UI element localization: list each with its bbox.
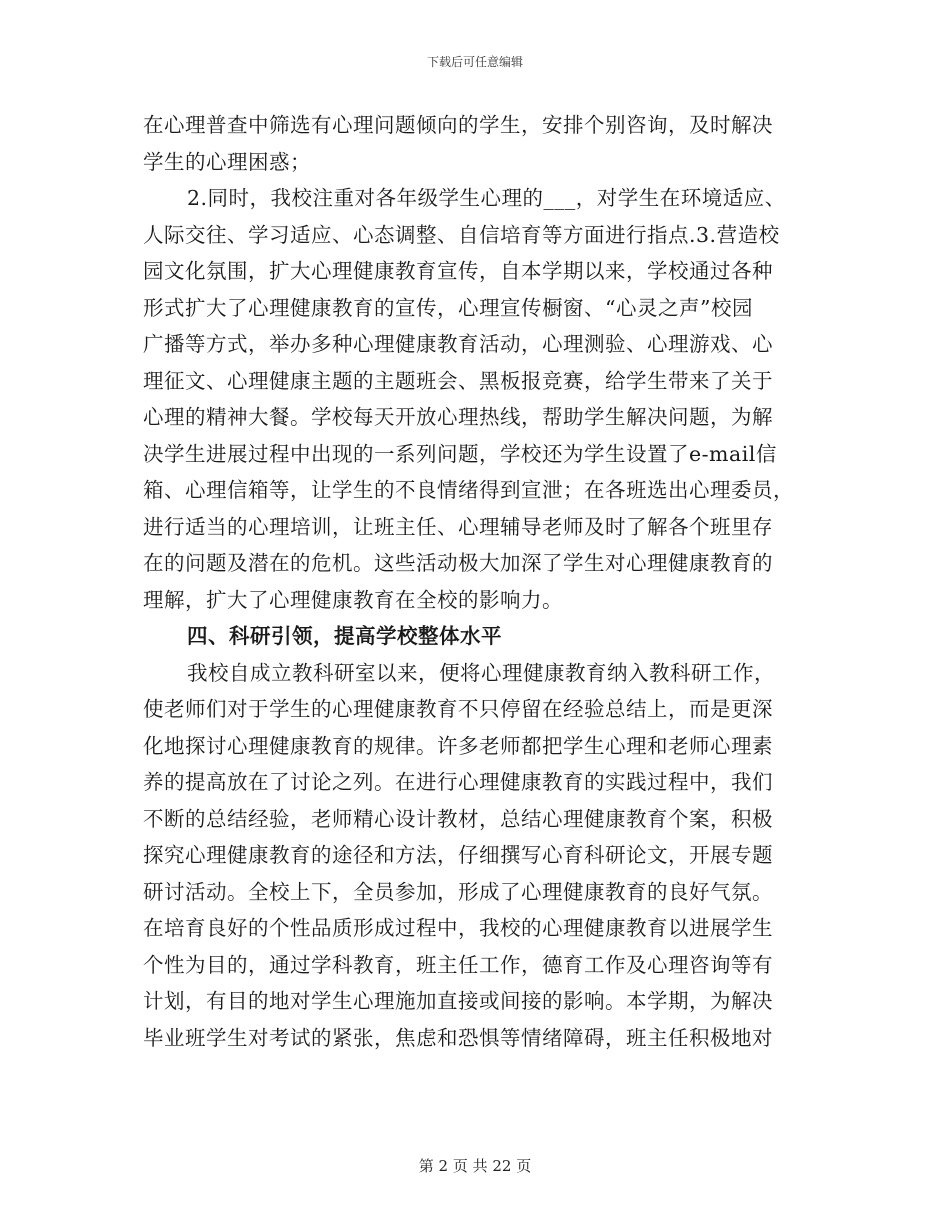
text-line: 个性为目的，通过学科教育，班主任工作，德育工作及心理咨询等有 [143,952,773,977]
text-line: 在心理普查中筛选有心理问题倾向的学生，安排个别咨询，及时解决 [143,113,773,137]
text-line: 进行适当的心理培训，让班主任、心理辅导老师及时了解各个班里存 [143,514,773,539]
document-body [143,107,803,1056]
text-line: 使老师们对于学生的心理健康教育不只停留在经验总结上，而是更深 [143,697,773,721]
text-line: 研讨活动。全校上下，全员参加，形成了心理健康教育的良好气氛。 [143,879,773,904]
text-line: 化地探讨心理健康教育的规律。许多老师都把学生心理和老师心理素 [143,733,773,758]
text-line: 我校自成立教科研室以来，便将心理健康教育纳入教科研工作， [187,660,775,685]
text-line: 心理的精神大餐。学校每天开放心理热线，帮助学生解决问题，为解 [143,405,773,429]
text-line: 2.同时，我校注重对各年级学生心理的___，对学生在环境适应、 [187,186,786,210]
text-line: 在的问题及潜在的危机。这些活动极大加深了学生对心理健康教育的 [143,551,773,575]
text-line: 理征文、心理健康主题的主题班会、黑板报竞赛，给学生带来了关于 [143,368,773,393]
text-line: 决学生进展过程中出现的一系列问题，学校还为学生设置了e-mail信 [143,441,777,466]
page-footer: 第 2 页 共 22 页 [418,1157,532,1175]
text-line: 理解，扩大了心理健康教育在全校的影响力。 [143,587,563,612]
text-line: 毕业班学生对考试的紧张，焦虑和恐惧等情绪障碍，班主任积极地对 [143,1025,773,1050]
text-line: 探究心理健康教育的途径和方法，仔细撰写心育科研论文，开展专题 [143,843,773,867]
page-header: 下载后可任意编辑 [426,55,523,69]
text-line: 计划，有目的地对学生心理施加直接或间接的影响。本学期，为解决 [143,989,773,1013]
text-line: 在培育良好的个性品质形成过程中，我校的心理健康教育以进展学生 [143,916,773,940]
text-line: 广播等方式，举办多种心理健康教育活动，心理测验、心理游戏、心 [143,332,773,356]
text-line: 形式扩大了心理健康教育的宣传，心理宣传橱窗、“心灵之声”校园 [143,295,753,320]
section-heading: 四、科研引领，提高学校整体水平 [187,624,502,648]
text-line: 园文化氛围，扩大心理健康教育宣传，自本学期以来，学校通过各种 [143,259,773,283]
text-line: 人际交往、学习适应、心态调整、自信培育等方面进行指点.3.营造校 [143,222,780,247]
text-line: 不断的总结经验，老师精心设计教材，总结心理健康教育个案，积极 [143,806,773,831]
text-line: 养的提高放在了讨论之列。在进行心理健康教育的实践过程中，我们 [143,770,773,794]
text-line: 箱、心理信箱等，让学生的不良情绪得到宣泄；在各班选出心理委员， [143,478,794,502]
text-line: 学生的心理困惑； [143,149,311,174]
